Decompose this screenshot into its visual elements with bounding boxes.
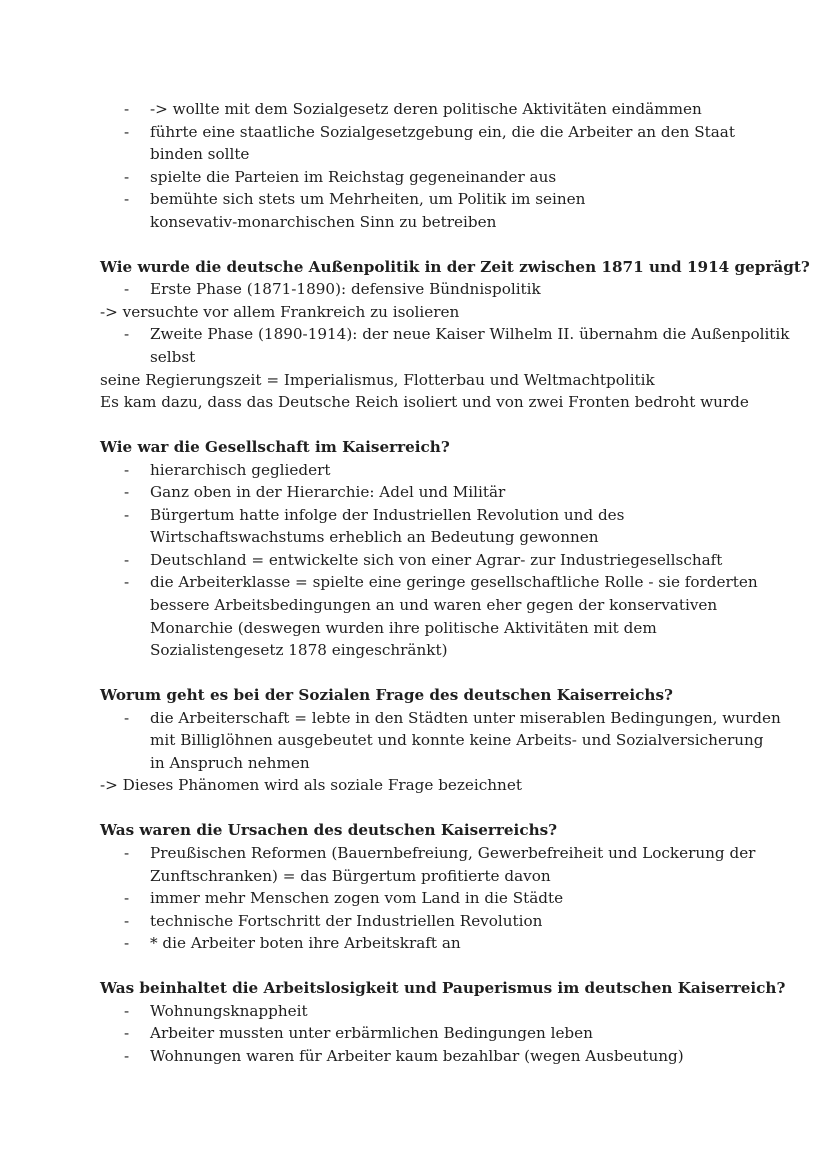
section-heading: Wie war die Gesellschaft im Kaiserreich? bbox=[100, 438, 450, 457]
bullet-dash: - bbox=[124, 843, 130, 862]
bullet-dash: - bbox=[124, 280, 130, 299]
section-heading: Was waren die Ursachen des deutschen Kaiserreichs? bbox=[100, 821, 558, 840]
bullet-text: Erste Phase (1871-1890): defensive Bündnispolitik bbox=[150, 280, 541, 299]
bullet-dash: - bbox=[124, 505, 130, 524]
bullet-dash: - bbox=[124, 708, 130, 727]
bullet-text: Monarchie (deswegen wurden ihre politische Aktivitäten mit dem bbox=[150, 618, 657, 637]
bullet-text: binden sollte bbox=[150, 145, 250, 164]
paragraph-text: Es kam dazu, dass das Deutsche Reich isoliert und von zwei Fronten bedroht wurde bbox=[100, 393, 749, 412]
bullet-dash: - bbox=[124, 573, 130, 592]
bullet-dash: - bbox=[124, 1046, 130, 1065]
bullet-text: die Arbeiterschaft = lebte in den Städten unter miserablen Bedingungen, wurden bbox=[150, 708, 781, 727]
bullet-dash: - bbox=[124, 122, 130, 141]
section-heading: Was beinhaltet die Arbeitslosigkeit und Pauperismus im deutschen Kaiserreich? bbox=[100, 979, 786, 998]
bullet-text: konsevativ-monarchischen Sinn zu betreiben bbox=[150, 212, 497, 231]
bullet-text: * die Arbeiter boten ihre Arbeitskraft an bbox=[150, 934, 461, 953]
bullet-dash: - bbox=[124, 550, 130, 569]
bullet-text: immer mehr Menschen zogen vom Land in die Städte bbox=[150, 889, 564, 908]
bullet-text: die Arbeiterklasse = spielte eine geringe gesellschaftliche Rolle - sie forderten bbox=[150, 573, 758, 592]
bullet-text: technische Fortschritt der Industriellen Revolution bbox=[150, 911, 543, 930]
bullet-text: Wohnungsknappheit bbox=[150, 1001, 308, 1020]
paragraph-text: -> versuchte vor allem Frankreich zu isolieren bbox=[100, 302, 460, 321]
section-heading: Wie wurde die deutsche Außenpolitik in der Zeit zwischen 1871 und 1914 geprägt? bbox=[100, 257, 810, 276]
bullet-dash: - bbox=[124, 460, 130, 479]
bullet-text: bessere Arbeitsbedingungen an und waren eher gegen der konservativen bbox=[150, 596, 718, 614]
bullet-text: Arbeiter mussten unter erbärmlichen Bedingungen leben bbox=[150, 1024, 593, 1043]
bullet-dash: - bbox=[124, 911, 130, 930]
bullet-text: Sozialistengesetz 1878 eingeschränkt) bbox=[150, 641, 448, 660]
paragraph-text: seine Regierungszeit = Imperialismus, Flotterbau und Weltmachtpolitik bbox=[100, 370, 655, 389]
bullet-text: Deutschland = entwickelte sich von einer Agrar- zur Industriegesellschaft bbox=[150, 550, 723, 569]
bullet-text: hierarchisch gegliedert bbox=[150, 460, 331, 479]
bullet-dash: - bbox=[124, 483, 130, 502]
paragraph-text: -> Dieses Phänomen wird als soziale Frage bezeichnet bbox=[100, 776, 522, 795]
bullet-text: Wirtschaftswachstums erheblich an Bedeutung gewonnen bbox=[150, 528, 599, 547]
section-heading: Worum geht es bei der Sozialen Frage des deutschen Kaiserreichs? bbox=[100, 686, 673, 705]
bullet-dash: - bbox=[124, 325, 130, 344]
bullet-dash: - bbox=[124, 889, 130, 908]
bullet-text: führte eine staatliche Sozialgesetzgebung ein, die die Arbeiter an den Staat bbox=[150, 122, 735, 141]
bullet-text: Wohnungen waren für Arbeiter kaum bezahlbar (wegen Ausbeutung) bbox=[150, 1046, 684, 1065]
bullet-dash: - bbox=[124, 190, 130, 209]
bullet-text: spielte die Parteien im Reichstag gegeneinander aus bbox=[150, 167, 557, 186]
bullet-text: mit Billiglöhnen ausgebeutet und konnte keine Arbeits- und Sozialversicherung bbox=[150, 731, 764, 750]
bullet-text: Preußischen Reformen (Bauernbefreiung, Gewerbefreiheit und Lockerung der bbox=[150, 843, 756, 862]
bullet-text: bemühte sich stets um Mehrheiten, um Politik im seinen bbox=[150, 190, 586, 209]
bullet-dash: - bbox=[124, 1001, 130, 1020]
bullet-dash: - bbox=[124, 100, 130, 118]
bullet-text: selbst bbox=[150, 348, 196, 366]
bullet-text: Bürgertum hatte infolge der Industriellen Revolution und des bbox=[150, 505, 625, 524]
bullet-text: Ganz oben in der Hierarchie: Adel und Militär bbox=[150, 483, 506, 502]
bullet-text: in Anspruch nehmen bbox=[150, 753, 310, 772]
bullet-dash: - bbox=[124, 167, 130, 186]
bullet-text: Zweite Phase (1890-1914): der neue Kaiser Wilhelm II. übernahm die Außenpolitik bbox=[150, 325, 790, 344]
bullet-dash: - bbox=[124, 1024, 130, 1043]
bullet-text: -> wollte mit dem Sozialgesetz deren politische Aktivitäten eindämmen bbox=[150, 100, 702, 118]
bullet-text: Zunftschranken) = das Bürgertum profitierte davon bbox=[150, 866, 551, 885]
bullet-dash: - bbox=[124, 934, 130, 953]
